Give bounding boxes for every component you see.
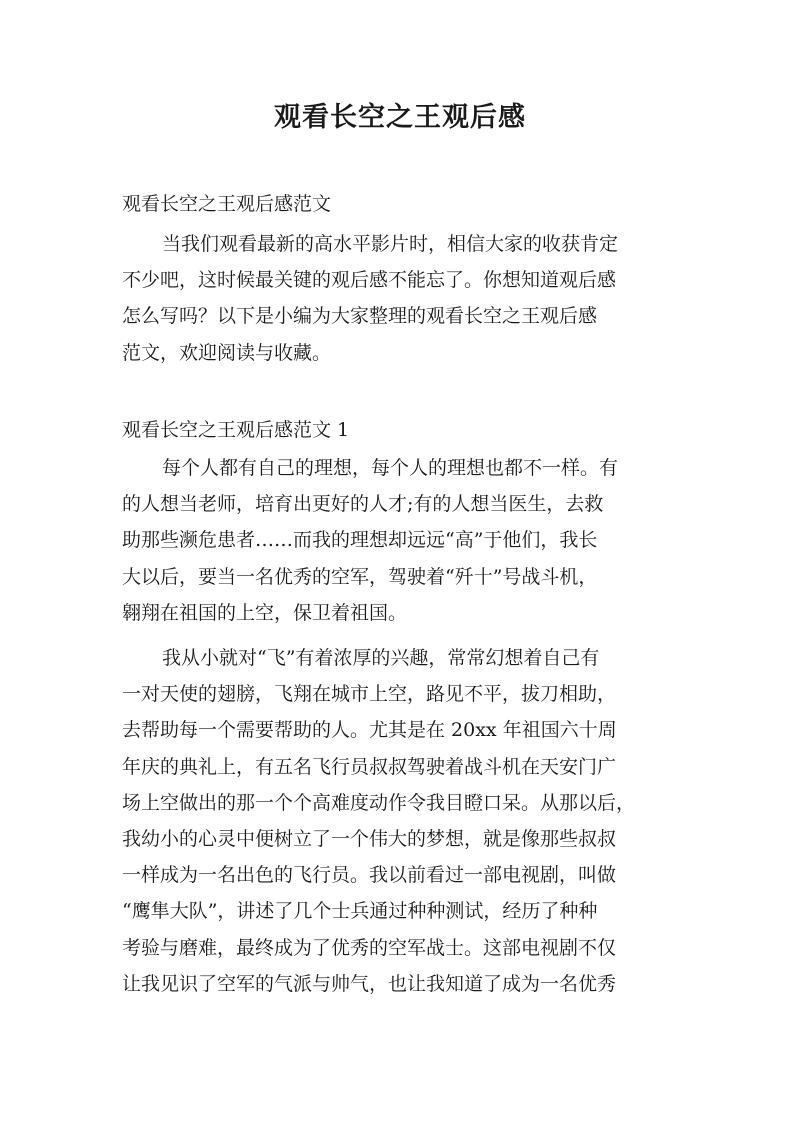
paragraph-line: 去帮助每一个需要帮助的人。尤其是在 20xx 年祖国六十周 (122, 719, 617, 742)
section-heading-1: 观看长空之王观后感范文 1 (122, 419, 350, 441)
intro-paragraph (122, 226, 702, 371)
paragraph-line: 一对天使的翅膀，飞翔在城市上空，路见不平，拔刀相助， (122, 683, 617, 706)
paragraph-line: “鹰隼大队”，讲述了几个士兵通过种种测试，经历了种种 (122, 900, 598, 923)
paragraph-line: 大以后，要当一名优秀的空军，驾驶着“歼十”号战斗机， (122, 565, 598, 588)
paragraph-line: 考验与磨难，最终成为了优秀的空军战士。这部电视剧不仅 (122, 936, 617, 959)
paragraph-line: 不少吧，这时候最关键的观后感不能忘了。你想知道观后感 (122, 269, 617, 292)
section-heading-intro: 观看长空之王观后感范文 (122, 193, 332, 215)
paragraph-line: 我幼小的心灵中便树立了一个伟大的梦想，就是像那些叔叔 (122, 827, 617, 850)
paragraph-line: 的人想当老师，培育出更好的人才;有的人想当医生，去救 (122, 493, 604, 516)
paragraph-line: 让我见识了空军的气派与帅气，也让我知道了成为一名优秀 (122, 972, 617, 995)
document-title: 观看长空之王观后感 (274, 102, 526, 133)
paragraph-line: 范文，欢迎阅读与收藏。 (122, 341, 332, 364)
paragraph-line: 场上空做出的那一个个高难度动作令我目瞪口呆。从那以后， (122, 791, 636, 814)
paragraph-line: 助那些濒危患者……而我的理想却远远“高”于他们，我长 (122, 529, 598, 552)
paragraph-line: 年庆的典礼上，有五名飞行员叔叔驾驶着战斗机在天安门广 (122, 755, 617, 778)
paragraph-line: 怎么写吗？以下是小编为大家整理的观看长空之王观后感 (122, 305, 598, 328)
paragraph-1 (122, 450, 702, 631)
paragraph-line: 当我们观看最新的高水平影片时，相信大家的收获肯定 (162, 233, 619, 255)
paragraph-2 (122, 640, 702, 1002)
paragraph-line: 一样成为一名出色的飞行员。我以前看过一部电视剧，叫做 (122, 864, 617, 887)
paragraph-line: 翱翔在祖国的上空，保卫着祖国。 (122, 601, 408, 624)
paragraph-line: 我从小就对“飞”有着浓厚的兴趣，常常幻想着自己有 (162, 647, 600, 669)
paragraph-line: 每个人都有自己的理想，每个人的理想也都不一样。有 (162, 457, 619, 479)
